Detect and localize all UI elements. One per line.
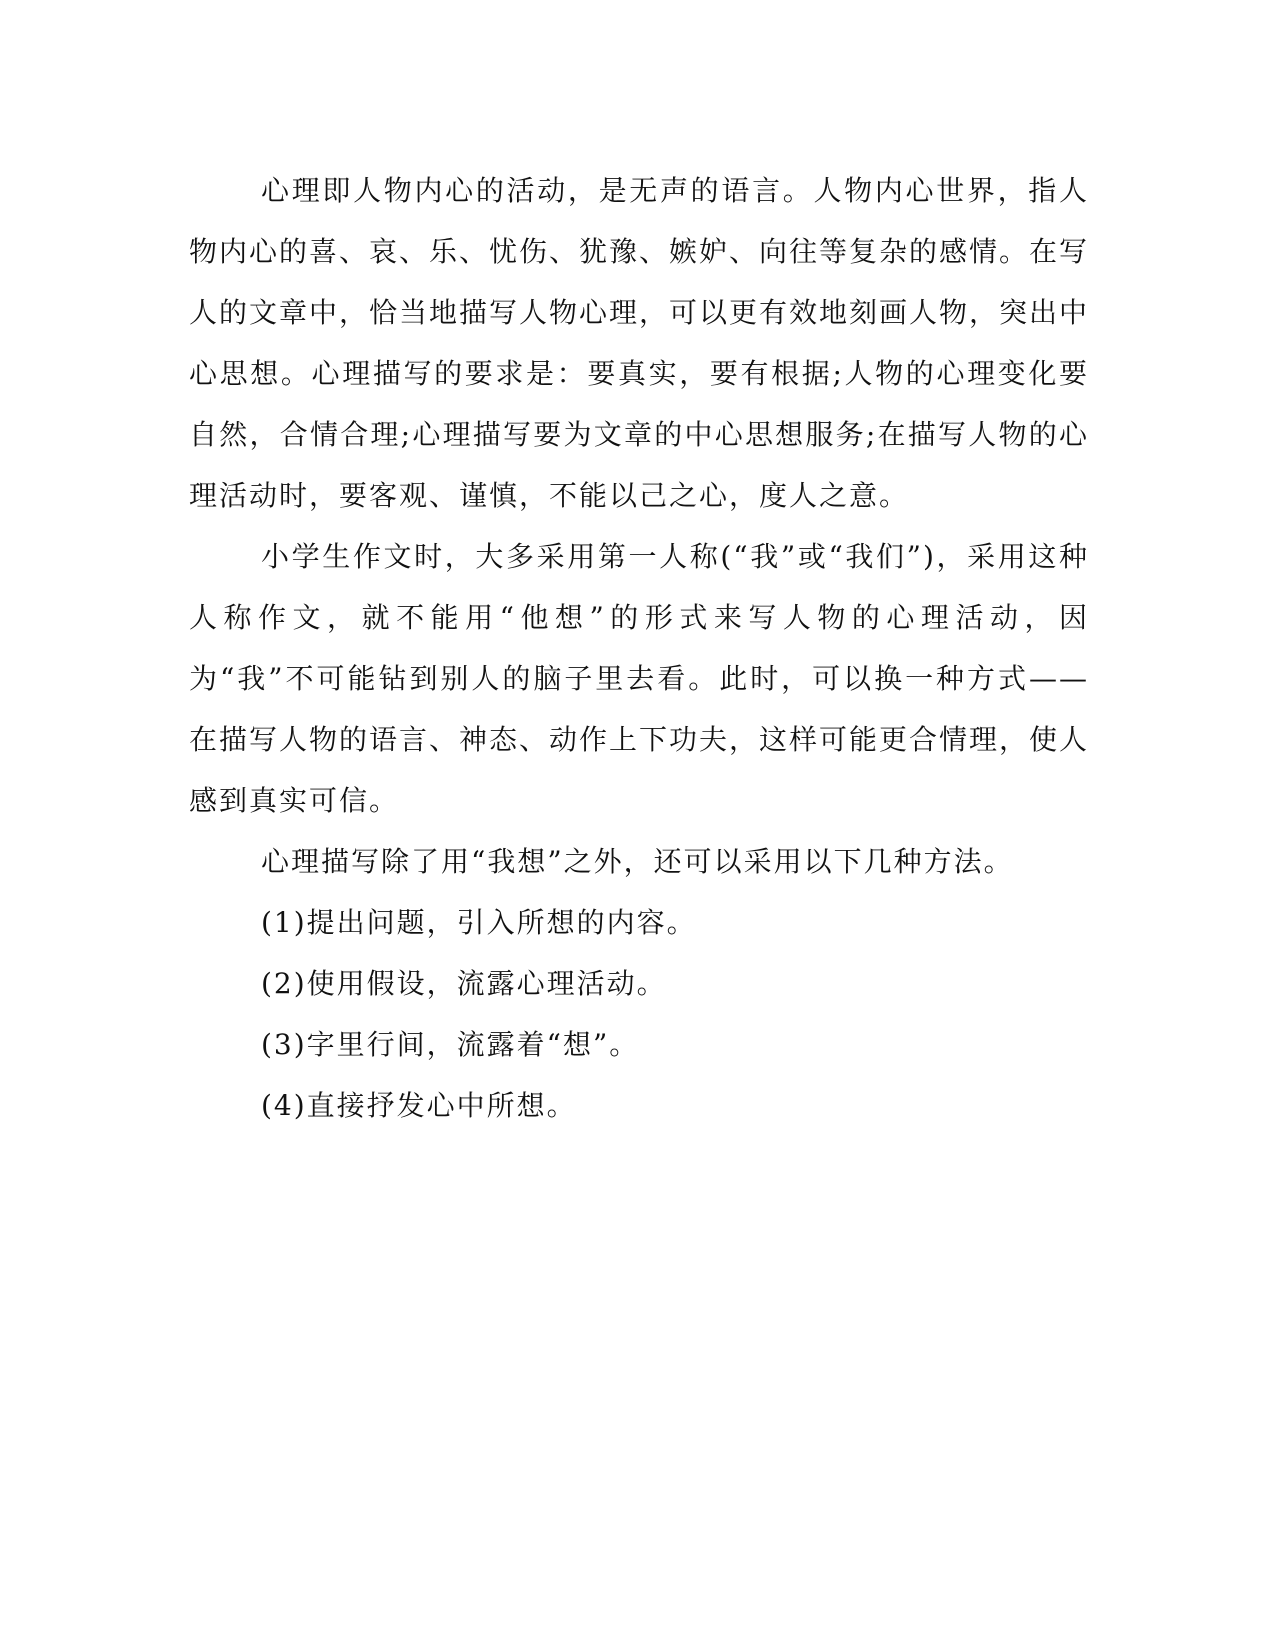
paragraph-first-person-writing: 小学生作文时，大多采用第一人称(“我”或“我们”)，采用这种人称作文，就不能用“他想”的形式来写人物的心理活动，因为“我”不可能钻到别人的脑子里去看。此时，可以换一种方式——在描写人物的语言、神态、动作上下功夫，这样可能更合情理，使人感到真实可信。 <box>189 540 1090 817</box>
method-item-1: (1)提出问题，引入所想的内容。 <box>261 906 697 939</box>
method-item-2: (2)使用假设，流露心理活动。 <box>261 967 667 1000</box>
document-body <box>189 160 1089 1136</box>
method-item-4: (4)直接抒发心中所想。 <box>261 1089 577 1122</box>
paragraph-methods-intro: 心理描写除了用“我想”之外，还可以采用以下几种方法。 <box>261 845 1014 878</box>
method-item-3: (3)字里行间，流露着“想”。 <box>261 1028 640 1061</box>
paragraph-psychology-definition: 心理即人物内心的活动，是无声的语言。人物内心世界，指人物内心的喜、哀、乐、忧伤、犹豫、嫉妒、向往等复杂的感情。在写人的文章中，恰当地描写人物心理，可以更有效地刻画人物，突出中心思想。心理描写的要求是：要真实，要有根据;人物的心理变化要自然，合情合理;心理描写要为文章的中心思想服务;在描写人物的心理活动时，要客观、谨慎，不能以己之心，度人之意。 <box>189 174 1090 512</box>
